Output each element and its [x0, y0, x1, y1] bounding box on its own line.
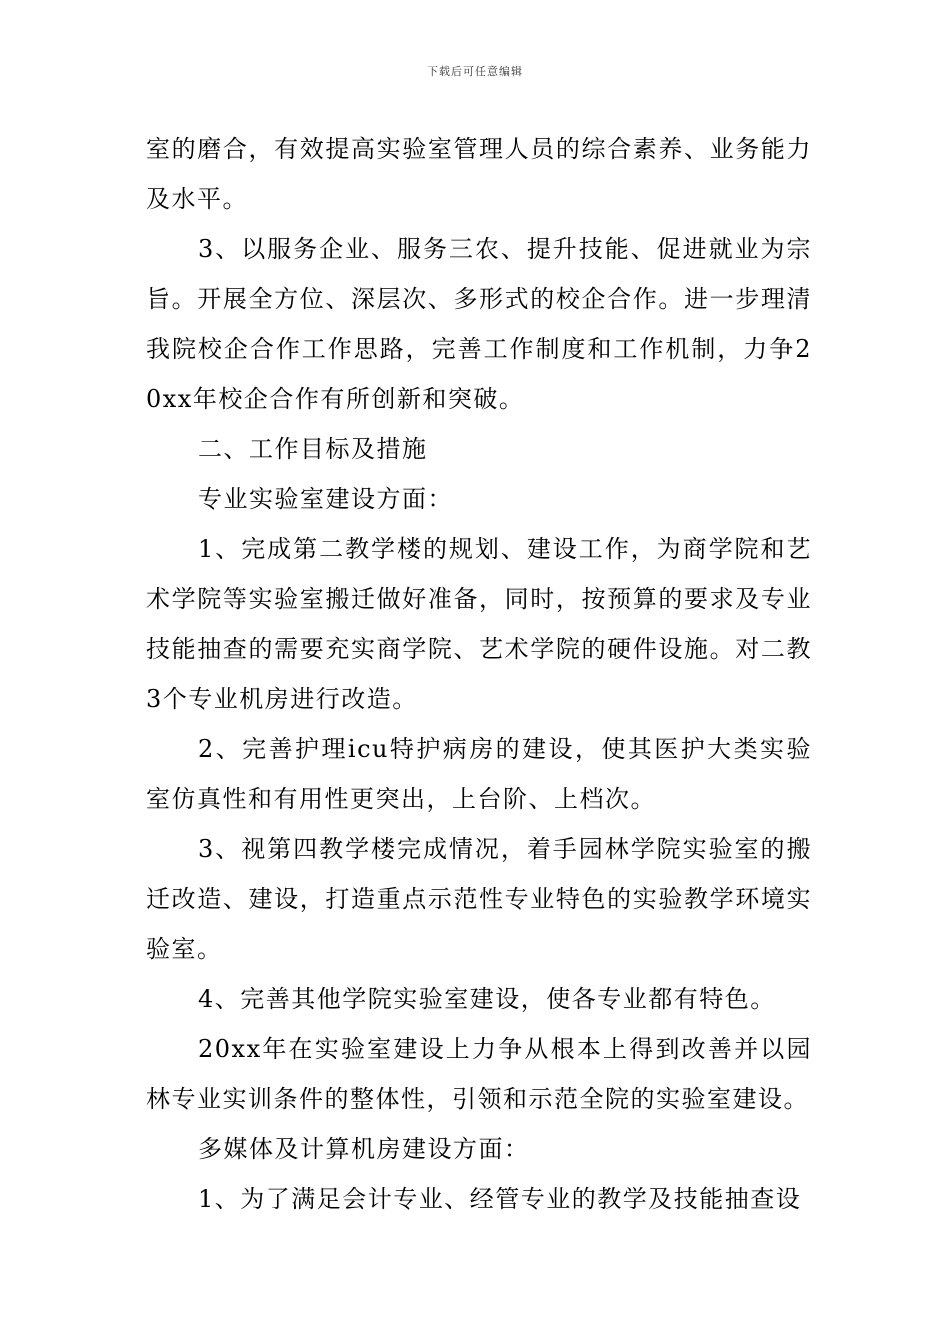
- paragraph-item-1-building: 1、完成第二教学楼的规划、建设工作，为商学院和艺术学院等实验室搬迁做好准备，同时，按预算的要求及专业技能抽查的需要充实商学院、艺术学院的硬件设施。对二教3个专业机房进行改造。: [146, 535, 812, 713]
- paragraph-item-2-icu: 2、完善护理icu特护病房的建设，使其医护大类实验室仿真性和有用性更突出，上台阶、上档次。: [146, 735, 812, 813]
- paragraph-summary: 20xx年在实验室建设上力争从根本上得到改善并以园林专业实训条件的整体性，引领和示范全院的实验室建设。: [146, 1035, 812, 1113]
- paragraph-item-3-cooperation: 3、以服务企业、服务三农、提升技能、促进就业为宗旨。开展全方位、深层次、多形式的校企合作。进一步理清我院校企合作工作思路，完善工作制度和工作机制，力争20xx年校企合作有所创新和突破。: [146, 235, 812, 413]
- subsection-heading-multimedia: 多媒体及计算机房建设方面：: [198, 1135, 530, 1163]
- page-header: 下载后可任意编辑: [427, 65, 523, 78]
- document-body: [146, 124, 812, 1224]
- paragraph-item-3-landscape: 3、视第四教学楼完成情况，着手园林学院实验室的搬迁改造、建设，打造重点示范性专业特色的实验教学环境实验室。: [146, 835, 812, 963]
- subsection-heading-lab-construction: 专业实验室建设方面：: [198, 485, 453, 513]
- section-heading-goals: 二、工作目标及措施: [198, 435, 428, 463]
- paragraph-item-1-accounting: 1、为了满足会计专业、经管专业的教学及技能抽查设: [198, 1185, 802, 1213]
- paragraph-item-4-other: 4、完善其他学院实验室建设，使各专业都有特色。: [198, 985, 776, 1013]
- paragraph-continuation: 室的磨合，有效提高实验室管理人员的综合素养、业务能力及水平。: [146, 135, 812, 213]
